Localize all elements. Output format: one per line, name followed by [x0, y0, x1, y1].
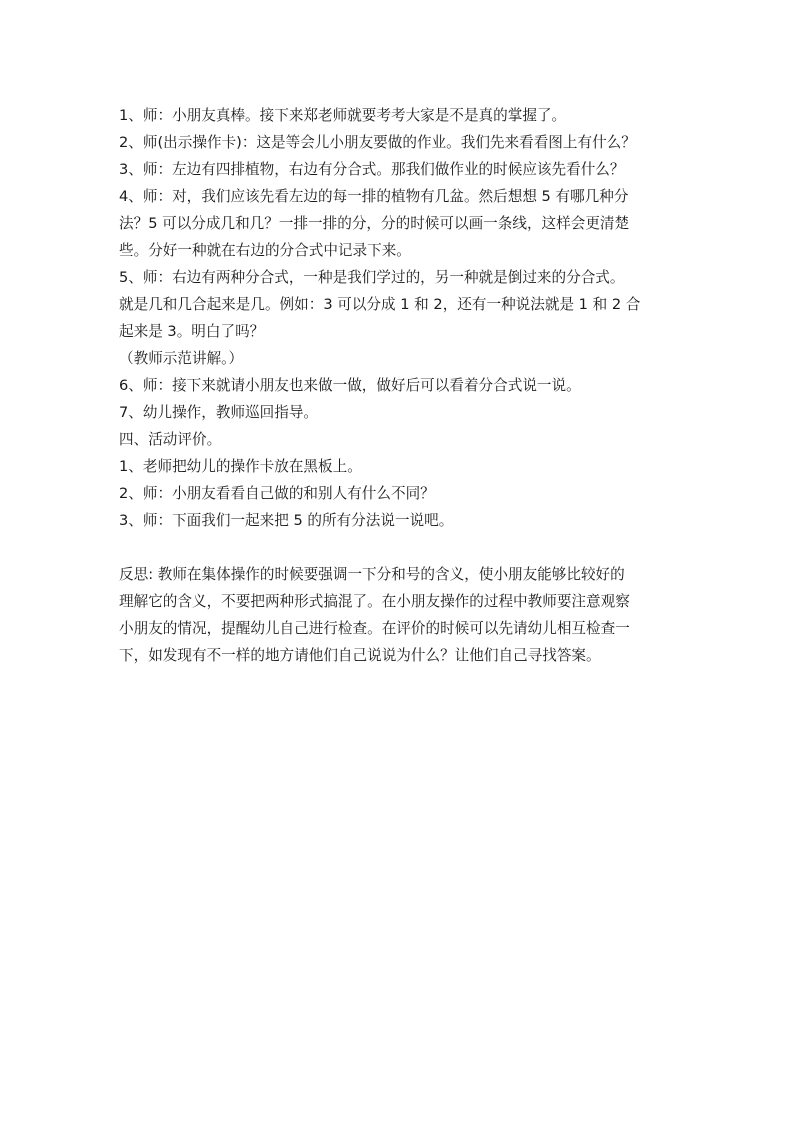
text-line-5: 法？5 可以分成几和几？一排一排的分，分的时候可以画一条线，这样会更清楚	[119, 215, 630, 232]
text-line-3: 3、师：左边有四排植物，右边有分合式。那我们做作业的时候应该先看什么？	[119, 161, 625, 178]
text-line-6: 些。分好一种就在右边的分合式中记录下来。	[119, 242, 411, 259]
text-line-15: 2、师：小朋友看看自己做的和别人有什么不同？	[119, 485, 435, 502]
text-line-2: 2、师(出示操作卡)：这是等会儿小朋友要做的作业。我们先来看看图上有什么？	[119, 134, 636, 151]
text-line-16: 3、师：下面我们一起来把 5 的所有分法说一说吧。	[119, 512, 454, 529]
text-line-12: 7、幼儿操作，教师巡回指导。	[119, 404, 319, 421]
text-line-10: （教师示范讲解。）	[119, 350, 244, 367]
text-line-4: 4、师：对，我们应该先看左边的每一排的植物有几盆。然后想想 5 有哪几种分	[119, 188, 629, 205]
section-heading: 四、活动评价。	[119, 431, 222, 448]
text-line-9: 起来是 3。明白了吗？	[119, 323, 265, 340]
text-line-14: 1、老师把幼儿的操作卡放在黑板上。	[119, 458, 362, 475]
text-line-11: 6、师：接下来就请小朋友也来做一做，做好后可以看着分合式说一说。	[119, 377, 581, 394]
reflection-line-2: 理解它的含义，不要把两种形式搞混了。在小朋友操作的过程中教师要注意观察	[119, 593, 630, 610]
paragraph-gap	[119, 534, 679, 561]
reflection-line-3: 小朋友的情况，提醒幼儿自己进行检查。在评价的时候可以先请幼儿相互检查一	[119, 620, 630, 637]
text-line-1: 1、师：小朋友真棒。接下来郑老师就要考考大家是不是真的掌握了。	[119, 107, 567, 124]
reflection-line-1: 反思: 教师在集体操作的时候要强调一下分和号的含义，使小朋友能够比较好的	[119, 566, 625, 583]
reflection-line-4: 下，如发现有不一样的地方请他们自己说说为什么？让他们自己寻找答案。	[119, 647, 601, 664]
text-line-8: 就是几和几合起来是几。例如：3 可以分成 1 和 2，还有一种说法就是 1 和 2 合	[119, 296, 641, 313]
document-body	[119, 102, 679, 669]
text-line-7: 5、师：右边有两种分合式，一种是我们学过的，另一种就是倒过来的分合式。	[119, 269, 625, 286]
